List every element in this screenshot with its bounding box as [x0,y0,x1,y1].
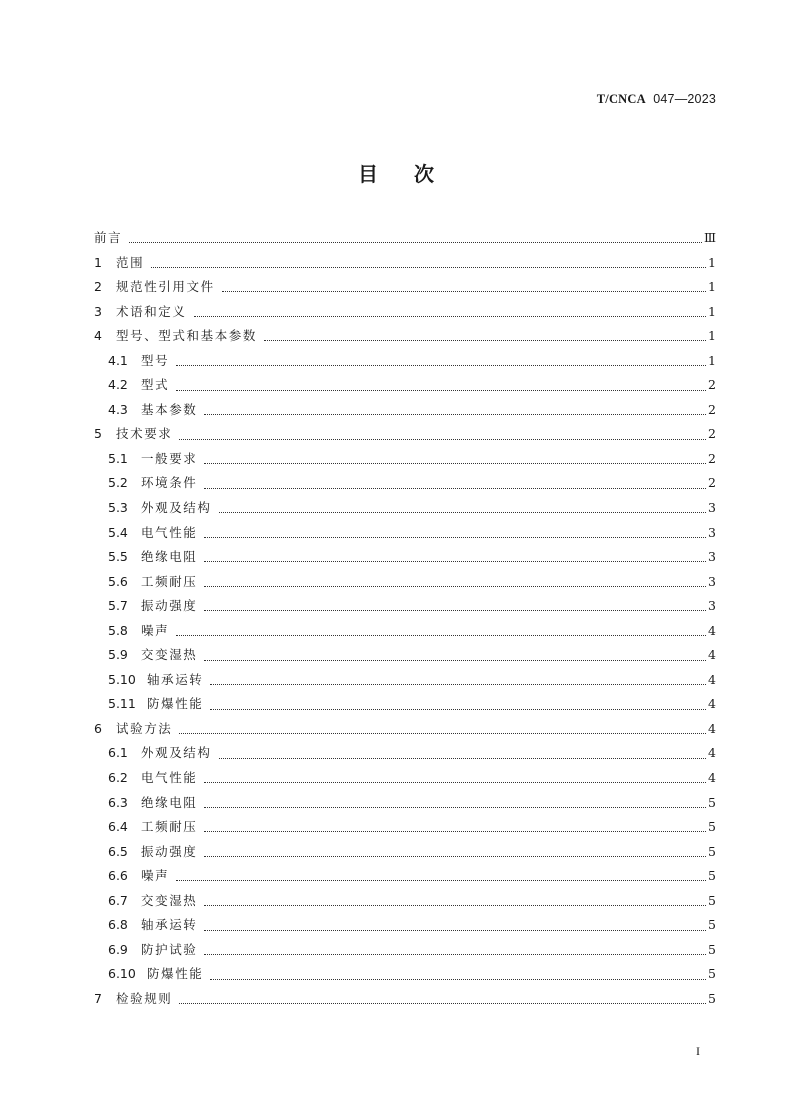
toc-dot-leader [176,634,706,636]
toc-entry-page: 3 [708,524,716,540]
toc-entry-page: 3 [708,598,716,614]
toc-entry[interactable] [94,915,716,940]
toc-entry-page: 5 [708,794,716,810]
toc-dot-leader [210,708,706,710]
toc-entry-page: 4 [708,647,716,663]
toc-entry-label: 防爆性能 [147,966,204,982]
toc-entry-page: 1 [708,254,716,270]
toc-entry-number: 5 [94,426,102,442]
toc-entry[interactable] [94,400,716,425]
toc-entry[interactable] [94,228,716,253]
toc-entry[interactable] [94,473,716,498]
toc-entry-number: 6.9 [108,941,128,957]
toc-entry-number: 3 [94,303,102,319]
toc-dot-leader [204,487,706,489]
toc-entry-label: 基本参数 [141,401,198,417]
toc-entry-label: 环境条件 [141,475,198,491]
toc-entry-number: 4.2 [108,377,128,393]
toc-entry-number: 5.4 [108,524,128,540]
toc-entry[interactable] [94,572,716,597]
toc-entry-page: 4 [708,745,716,761]
toc-entry-number: 6.4 [108,819,128,835]
toc-entry-number: 5.3 [108,500,128,516]
toc-entry-page: 2 [708,475,716,491]
toc-entry[interactable] [94,498,716,523]
toc-dot-leader [204,781,706,783]
toc-entry-page: 5 [708,966,716,982]
toc-entry-page: 2 [708,426,716,442]
document-header [597,92,716,107]
toc-entry-label: 规范性引用文件 [116,279,215,295]
toc-dot-leader [176,879,706,881]
toc-dot-leader [176,364,706,366]
toc-entry-number: 6.2 [108,770,128,786]
toc-entry-number: 4.1 [108,352,128,368]
toc-entry[interactable] [94,277,716,302]
toc-entry-label: 防爆性能 [147,696,204,712]
toc-entry[interactable] [94,989,716,1014]
standard-code: T/CNCA [596,92,646,106]
toc-dot-leader [204,953,706,955]
toc-entry-label: 交变湿热 [141,647,198,663]
toc-entry-label: 型式 [141,377,170,393]
toc-entry-page: 4 [708,671,716,687]
toc-dot-leader [204,585,706,587]
toc-entry-page: Ⅲ [703,230,716,245]
toc-entry-number: 6 [94,720,102,736]
toc-entry-page: 2 [708,377,716,393]
toc-entry-label: 电气性能 [141,770,198,786]
table-of-contents [94,228,716,1014]
toc-dot-leader [151,266,706,268]
toc-entry-label: 一般要求 [141,450,198,466]
toc-entry-number: 1 [94,254,102,270]
toc-entry[interactable] [94,645,716,670]
toc-entry-label: 噪声 [141,868,170,884]
toc-dot-leader [204,830,706,832]
toc-entry[interactable] [94,351,716,376]
toc-entry[interactable] [94,891,716,916]
toc-entry-number: 6.5 [108,843,128,859]
toc-dot-leader [179,732,706,734]
toc-entry-number: 5.7 [108,598,128,614]
toc-dot-leader [204,855,706,857]
toc-entry-page: 2 [708,450,716,466]
toc-entry[interactable] [94,743,716,768]
toc-entry-number: 5.6 [108,573,128,589]
toc-entry-page: 3 [708,549,716,565]
toc-entry-page: 5 [708,941,716,957]
toc-entry-page: 4 [708,622,716,638]
toc-dot-leader [264,339,706,341]
toc-entry-number: 5.2 [108,475,128,491]
toc-entry-page: 1 [708,303,716,319]
toc-entry-label: 外观及结构 [141,745,212,761]
toc-entry-page: 3 [708,500,716,516]
toc-dot-leader [219,511,707,513]
toc-entry-page: 5 [708,892,716,908]
toc-entry-number: 5.9 [108,647,128,663]
toc-dot-leader [204,609,706,611]
toc-entry-label: 工频耐压 [141,819,198,835]
standard-number: 047—2023 [653,92,716,106]
toc-entry-page: 1 [708,279,716,295]
toc-entry[interactable] [94,302,716,327]
toc-entry-page: 4 [708,770,716,786]
toc-dot-leader [204,659,706,661]
toc-entry-number: 6.3 [108,794,128,810]
toc-entry[interactable] [94,523,716,548]
toc-entry[interactable] [94,817,716,842]
toc-entry-number: 6.1 [108,745,128,761]
toc-entry[interactable] [94,596,716,621]
toc-dot-leader [176,389,706,391]
toc-dot-leader [210,978,706,980]
toc-entry-label: 型号、型式和基本参数 [116,328,258,344]
toc-entry-number: 6.8 [108,917,128,933]
toc-entry[interactable] [94,768,716,793]
toc-entry-page: 5 [708,990,716,1006]
toc-dot-leader [129,241,702,243]
toc-entry-number: 7 [94,990,102,1006]
toc-entry-page: 5 [708,917,716,933]
toc-entry-label: 前言 [94,230,123,245]
toc-dot-leader [204,904,706,906]
page-number: I [696,1044,700,1058]
toc-dot-leader [204,462,706,464]
toc-entry-label: 外观及结构 [141,500,212,516]
toc-entry-label: 轴承运转 [141,917,198,933]
toc-entry-number: 5.1 [108,450,128,466]
toc-entry-number: 5.11 [108,696,136,712]
toc-entry-label: 绝缘电阻 [141,549,198,565]
toc-dot-leader [179,1002,706,1004]
toc-dot-leader [204,929,706,931]
page-title: 目次 [358,162,470,186]
toc-entry-number: 2 [94,279,102,295]
toc-entry-label: 范围 [116,254,145,270]
toc-entry-number: 4 [94,328,102,344]
toc-entry-page: 5 [708,819,716,835]
toc-entry-page: 4 [708,720,716,736]
toc-dot-leader [204,413,706,415]
toc-entry[interactable] [94,793,716,818]
toc-entry[interactable] [94,424,716,449]
toc-entry-label: 型号 [141,352,170,368]
toc-entry-page: 1 [708,352,716,368]
toc-entry-number: 5.10 [108,671,136,687]
toc-entry[interactable] [94,621,716,646]
toc-entry-label: 防护试验 [141,941,198,957]
toc-entry-label: 试验方法 [116,720,173,736]
toc-entry[interactable] [94,719,716,744]
toc-entry-label: 工频耐压 [141,573,198,589]
toc-entry[interactable] [94,670,716,695]
toc-entry[interactable] [94,694,716,719]
toc-entry[interactable] [94,964,716,989]
toc-entry-label: 振动强度 [141,598,198,614]
toc-entry-page: 4 [708,696,716,712]
toc-entry-label: 检验规则 [116,990,173,1006]
toc-dot-leader [222,290,706,292]
toc-entry-label: 交变湿热 [141,892,198,908]
toc-entry-label: 振动强度 [141,843,198,859]
toc-dot-leader [210,683,706,685]
toc-entry[interactable] [94,547,716,572]
toc-entry-number: 6.10 [108,966,136,982]
toc-entry-page: 5 [708,868,716,884]
toc-entry-page: 2 [708,401,716,417]
toc-entry[interactable] [94,940,716,965]
toc-entry[interactable] [94,449,716,474]
toc-entry-page: 3 [708,573,716,589]
toc-entry-label: 术语和定义 [116,303,187,319]
toc-entry-page: 5 [708,843,716,859]
toc-dot-leader [204,806,706,808]
toc-entry-number: 4.3 [108,401,128,417]
toc-dot-leader [204,560,706,562]
toc-entry-number: 5.8 [108,622,128,638]
toc-dot-leader [219,757,707,759]
toc-entry[interactable] [94,842,716,867]
toc-entry[interactable] [94,253,716,278]
toc-entry[interactable] [94,326,716,351]
toc-entry-number: 5.5 [108,549,128,565]
toc-dot-leader [179,438,706,440]
toc-entry-label: 噪声 [141,622,170,638]
toc-entry-page: 1 [708,328,716,344]
toc-entry-label: 技术要求 [116,426,173,442]
toc-entry-number: 6.7 [108,892,128,908]
toc-dot-leader [194,315,707,317]
toc-entry-label: 绝缘电阻 [141,794,198,810]
toc-entry[interactable] [94,375,716,400]
toc-entry-label: 轴承运转 [147,671,204,687]
toc-dot-leader [204,536,706,538]
toc-entry-number: 6.6 [108,868,128,884]
toc-entry[interactable] [94,866,716,891]
toc-entry-label: 电气性能 [141,524,198,540]
